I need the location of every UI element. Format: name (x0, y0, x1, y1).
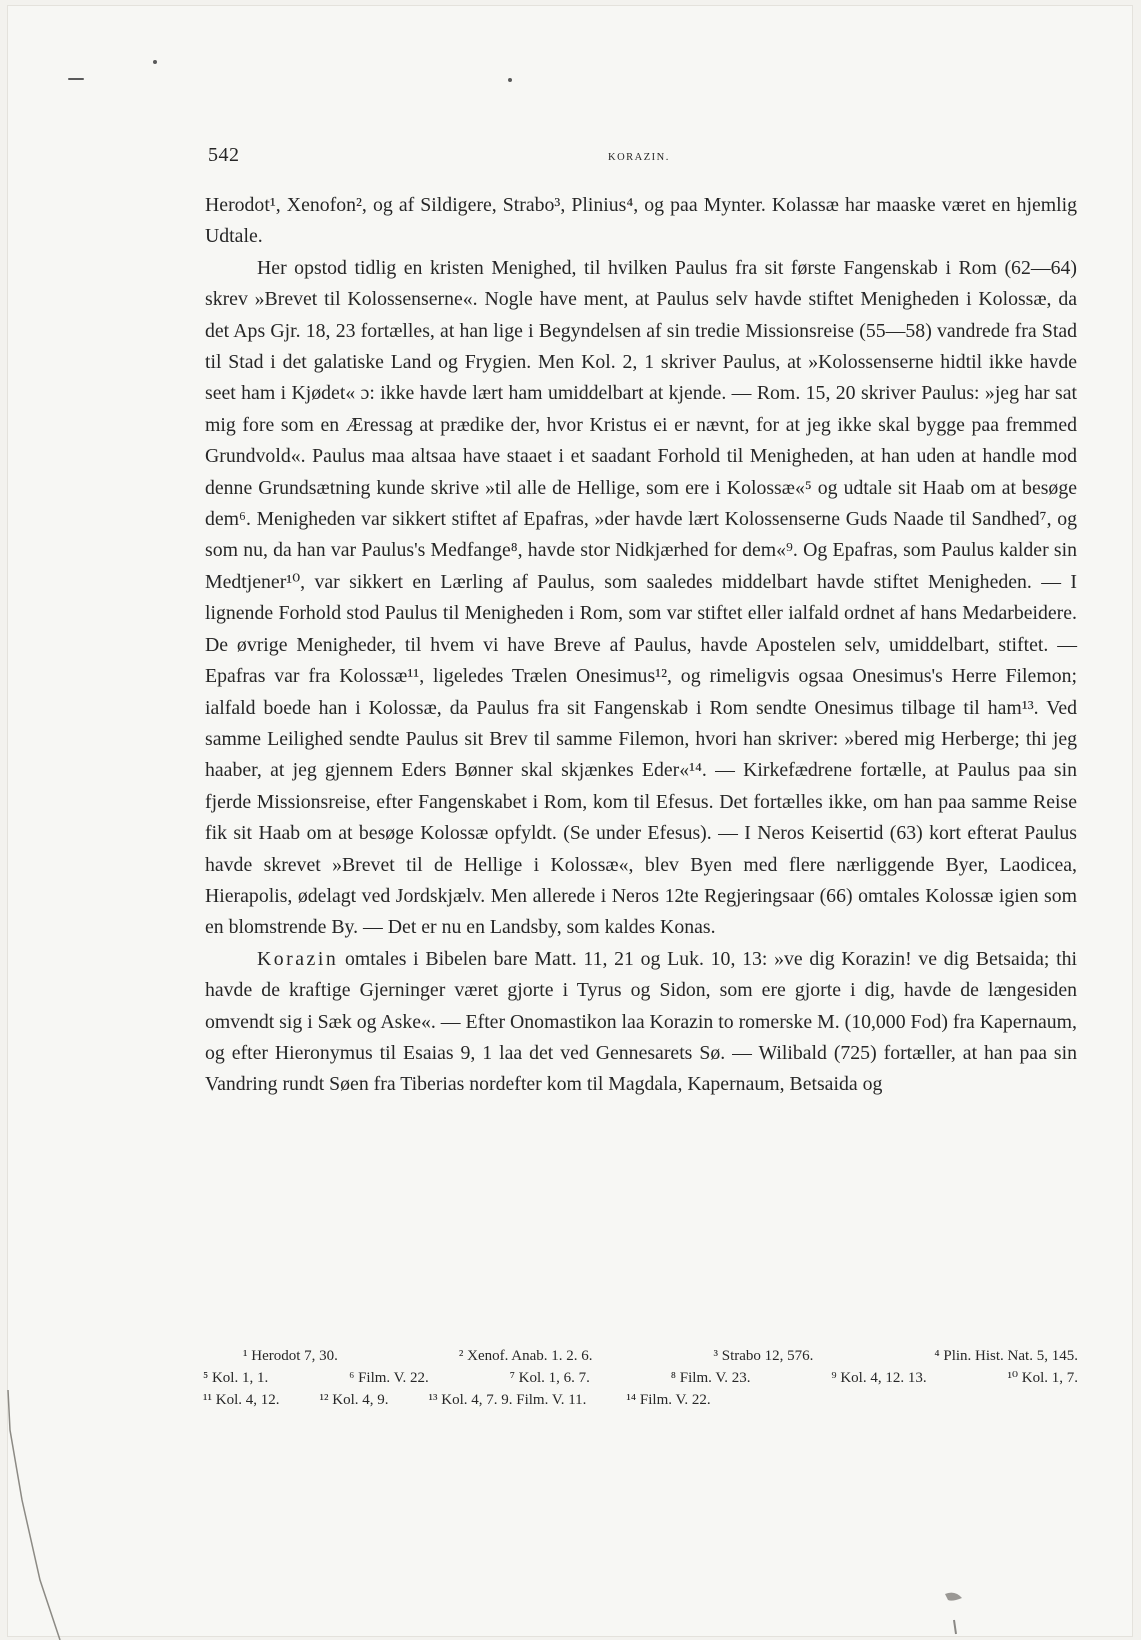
entry-headword: Korazin (257, 947, 339, 970)
paragraph: Her opstod tidlig en kristen Menighed, til hvilken Paulus fra sit første Fangenskab i Rom (62—64) skrev »Brevet til Kolossenserne«. Nogle have ment, at Paulus selv havde stiftet Menigheden i Kolossæ, da det Aps Gjr. 18, 23 fortælles, at han lige i Begyndelsen af sin tredie Missionsreise (55—58) vandrede fra Stad til Stad i det galatiske Land og Frygien. Men Kol. 2, 1 skriver Paulus, at »Kolossenserne hidtil ikke havde seet ham i Kjødet« ɔ: ikke havde lært ham umiddelbart at kjende. — Rom. 15, 20 skriver Paulus: »jeg har sat mig fore som en Æressag at prædike der, hvor Kristus ei er nævnt, for at jeg ikke skal bygge paa fremmed Grundvold«. Paulus maa altsaa have staaet i et saadant Forhold til Menigheden, at han uden at handle mod denne Grundsætning kunde skrive »til alle de Hellige, som ere i Kolossæ«⁵ og udtale sit Haab om at besøge dem⁶. Menigheden var sikkert stiftet af Epafras, »der havde lært Kolossenserne Guds Naade til Sandhed⁷, og som nu, da han var Paulus's Medfange⁸, havde stor Nidkjærhed for dem«⁹. Og Epafras, som Paulus kalder sin Medtjener¹⁰, var sikkert en Lærling af Paulus, som saaledes middelbart havde stiftet Menigheden. — I lignende Forhold stod Paulus til Menigheden i Rom, som var stiftet eller ialfald ordnet af hans Medarbeidere. De øvrige Menigheder, til hvem vi have Breve af Paulus, havde Apostelen selv, umiddelbart, stiftet. — Epafras var fra Kolossæ¹¹, ligeledes Trælen Onesimus¹², og rimeligvis ogsaa Onesimus's Herre Filemon; ialfald boede han i Kolossæ, da Paulus fra sit Fangenskab i Rom sendte Onesimus tilbage til ham¹³. Ved samme Leilighed sendte Paulus sit Brev til samme Filemon, hvori han skriver: »bered mig Herberge; thi jeg haaber, at jeg gjennem Eders Bønner skal skjænkes Eder«¹⁴. — Kirkefædrene fortælle, at Paulus paa sin fjerde Missionsreise, efter Fangenskabet i Rom, kom til Efesus. Det fortælles ikke, om han paa samme Reise fik sit Haab om at besøge Kolossæ opfyldt. (Se under Efesus). — I Neros Keisertid (63) kort efterat Paulus havde skrevet »Brevet til de Hellige i Kolossæ«, blev Byen med flere nærliggende Byer, Laodicea, Hierapolis, ødelagt ved Jordskjælv. Men allerede i Neros 12te Regjeringsaar (66) omtales Kolossæ igien som en blomstrende By. — Det er nu en Landsby, som kaldes Konas. (205, 256, 1077, 939)
footnote: ¹⁰ Kol. 1, 7. (1007, 1370, 1078, 1386)
running-title: KORAZIN. (608, 152, 670, 163)
page-number: 542 (208, 144, 240, 166)
footnote: ¹ Herodot 7, 30. (243, 1348, 338, 1364)
paper-smudge (940, 1590, 970, 1636)
footnote: ¹² Kol. 4, 9. (319, 1392, 389, 1408)
footnote: ³ Strabo 12, 576. (713, 1348, 814, 1364)
footnotes (203, 1345, 1078, 1411)
running-head (208, 144, 1078, 174)
footnote: ¹³ Kol. 4, 7. 9. Film. V. 11. (428, 1392, 587, 1408)
footnote-line (203, 1367, 1078, 1389)
paper-speck (68, 78, 84, 80)
footnote: ¹¹ Kol. 4, 12. (203, 1392, 280, 1408)
book-page (8, 6, 1132, 1636)
footnote: ⁴ Plin. Hist. Nat. 5, 145. (934, 1348, 1078, 1364)
footnote-line (203, 1345, 1078, 1367)
body-text (205, 190, 1077, 1101)
paragraph: Herodot¹, Xenofon², og af Sildigere, Strabo³, Plinius⁴, og paa Mynter. Kolassæ har maaske været en hjemlig Udtale. (205, 194, 1077, 248)
footnote: ⁶ Film. V. 22. (349, 1370, 429, 1386)
footnote: ⁵ Kol. 1, 1. (203, 1370, 269, 1386)
paper-speck (508, 78, 512, 82)
footnote: ⁸ Film. V. 23. (670, 1370, 751, 1386)
entry-text: omtales i Bibelen bare Matt. 11, 21 og Luk. 10, 13: »ve dig Korazin! ve dig Betsaida; thi havde de kraftige Gjerninger været gjorte i Tyrus og Sidon, som ere gjorte i dig, havde de længesiden omvendt sig i Sæk og Aske«. — Efter Onomastikon laa Korazin to romerske M. (10,000 Fod) fra Kapernaum, og efter Hieronymus til Esaias 9, 1 laa det ved Gennesarets Sø. — Wilibald (725) fortæller, at han paa sin Vandring rundt Søen fra Tiberias nordefter kom til Magdala, Kapernaum, Betsaida og (205, 947, 1077, 1096)
footnote: ⁹ Kol. 4, 12. 13. (831, 1370, 927, 1386)
paragraph-korazin (205, 944, 1077, 1101)
footnote: ⁷ Kol. 1, 6. 7. (509, 1370, 590, 1386)
footnote-line (203, 1389, 1078, 1411)
page-tear-edge (0, 1390, 70, 1640)
footnote: ² Xenof. Anab. 1. 2. 6. (458, 1348, 593, 1364)
paper-speck (153, 60, 157, 64)
footnote: ¹⁴ Film. V. 22. (626, 1392, 711, 1408)
